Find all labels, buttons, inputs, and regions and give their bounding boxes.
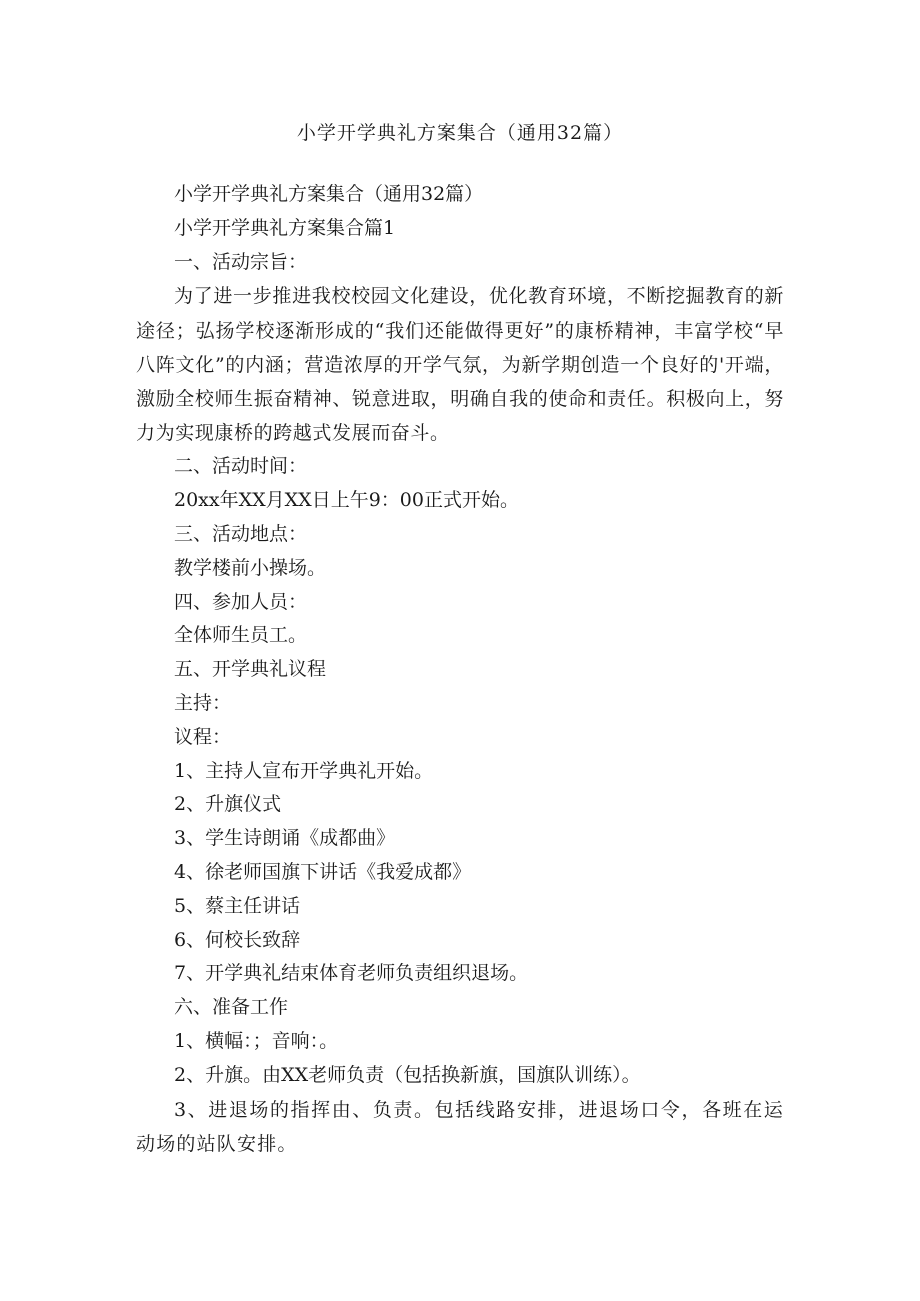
agenda-label: 议程： bbox=[174, 725, 232, 748]
agenda-item: 4、徐老师国旗下讲话《我爱成都》 bbox=[174, 860, 472, 883]
prep-item: 2、升旗。由XX老师负责（包括换新旗，国旗队训练）。 bbox=[174, 1063, 641, 1086]
host-label: 主持： bbox=[174, 691, 232, 714]
section-heading-place: 三、活动地点： bbox=[174, 523, 308, 545]
section-heading-preparation: 六、准备工作 bbox=[174, 996, 289, 1019]
prep-item: 1、横幅：；音响：。 bbox=[174, 1029, 339, 1052]
agenda-item: 6、何校长致辞 bbox=[174, 928, 301, 951]
agenda-item: 1、主持人宣布开学典礼开始。 bbox=[174, 759, 434, 782]
prep-item-paragraph: 3、进退场的指挥由、负责。包括线路安排，进退场口令，各班在运动场的站队安排。 bbox=[136, 1098, 784, 1155]
agenda-item: 3、学生诗朗诵《成都曲》 bbox=[174, 827, 396, 850]
purpose-paragraph: 为了进一步推进我校校园文化建设，优化教育环境，不断挖掘教育的新途径；弘扬学校逐渐形成的“我们还能做得更好”的康桥精神，丰富学校“早八阵文化”的内涵；营造浓厚的开学气氛，为新学期创造一个良好的'开端，激励全校师生振奋精神、锐意进取，明确自我的使命和责任。积极向上，努力为实现康桥的跨越式发展而奋斗。 bbox=[136, 285, 784, 445]
agenda-item: 2、升旗仪式 bbox=[174, 793, 282, 816]
place-text: 教学楼前小操场。 bbox=[174, 556, 327, 579]
time-text: 20xx年XX月XX日上午9：00正式开始。 bbox=[174, 489, 519, 512]
section-heading-agenda: 五、开学典礼议程 bbox=[174, 658, 327, 681]
section-heading-people: 四、参加人员： bbox=[174, 590, 308, 613]
chapter-heading: 小学开学典礼方案集合篇1 bbox=[174, 216, 396, 239]
people-text: 全体师生员工。 bbox=[174, 624, 308, 647]
section-heading-purpose: 一、活动宗旨： bbox=[174, 250, 308, 273]
section-heading-time: 二、活动时间： bbox=[174, 455, 308, 478]
document-body bbox=[136, 178, 784, 1161]
agenda-item: 7、开学典礼结束体育老师负责组织退场。 bbox=[174, 962, 529, 985]
subtitle: 小学开学典礼方案集合（通用32篇） bbox=[174, 183, 484, 205]
agenda-item: 5、蔡主任讲话 bbox=[174, 894, 301, 917]
document-title: 小学开学典礼方案集合（通用32篇） bbox=[296, 122, 624, 144]
